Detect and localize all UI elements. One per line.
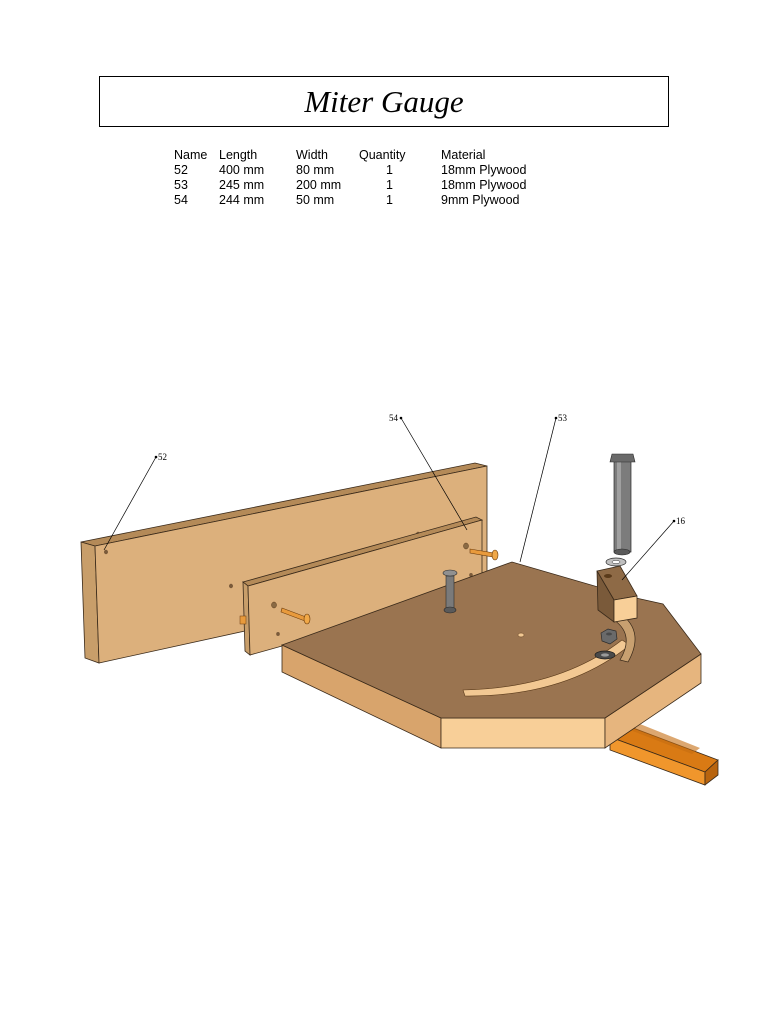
table-row (174, 178, 526, 193)
cell-length: 244 mm (219, 193, 265, 207)
washer (606, 558, 626, 566)
header-width: Width (296, 148, 328, 162)
cell-quantity: 1 (386, 163, 393, 177)
cell-quantity: 1 (386, 193, 393, 207)
cell-width: 80 mm (296, 163, 335, 177)
cell-name: 54 (174, 193, 188, 207)
callout-52: 52 (158, 452, 167, 462)
cell-material: 18mm Plywood (441, 178, 527, 192)
cell-width: 200 mm (296, 178, 342, 192)
callout-16: 16 (676, 516, 685, 526)
callout-53: 53 (558, 413, 567, 423)
title-box (99, 76, 669, 127)
clamp-block-16 (597, 566, 637, 622)
fence-screw-stub (240, 616, 246, 624)
cell-material: 9mm Plywood (441, 193, 520, 207)
header-name: Name (174, 148, 208, 162)
table-row (174, 163, 526, 178)
miter-gauge-drawing (0, 380, 768, 800)
header-length: Length (219, 148, 258, 162)
cell-length: 245 mm (219, 178, 265, 192)
cell-length: 400 mm (219, 163, 265, 177)
page-title: Miter Gauge (304, 84, 464, 119)
table-header-row (174, 148, 526, 163)
callout-54: 54 (389, 413, 398, 423)
cell-material: 18mm Plywood (441, 163, 527, 177)
cell-name: 53 (174, 178, 188, 192)
cell-quantity: 1 (386, 178, 393, 192)
cell-name: 52 (174, 163, 188, 177)
bottom-washer (595, 651, 615, 659)
clamp-bolt (610, 454, 635, 555)
header-quantity: Quantity (359, 148, 406, 162)
table-row (174, 193, 526, 208)
parts-table (174, 148, 526, 208)
header-material: Material (441, 148, 486, 162)
cell-width: 50 mm (296, 193, 335, 207)
leader-53 (520, 418, 556, 562)
